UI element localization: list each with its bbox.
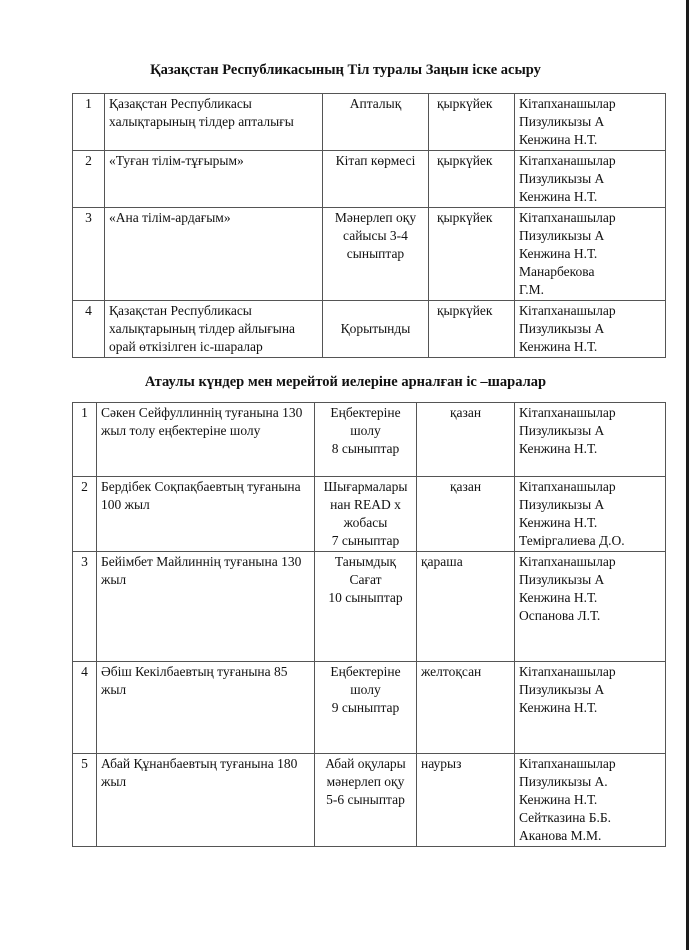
- event-name: Қазақстан Республикасы халықтарының тілдер айлығына орай өткізілген іс-шаралар: [105, 301, 323, 358]
- event-name: «Туған тілім-тұғырым»: [105, 151, 323, 208]
- responsible-line: Аканова М.М.: [519, 828, 602, 843]
- responsible-line: Кенжина Н.Т.: [519, 590, 598, 605]
- responsible-line: Пизуликызы А: [519, 228, 605, 243]
- anniversaries-table: [72, 402, 666, 847]
- language-law-table: [72, 93, 666, 358]
- responsible-line: Пизуликызы А.: [519, 774, 608, 789]
- responsible-line: Оспанова Л.Т.: [519, 608, 601, 623]
- row-number: 4: [73, 301, 105, 358]
- event-form: [315, 662, 417, 754]
- event-name: Қазақстан Республикасы халықтарының тілдер апталығы: [105, 94, 323, 151]
- responsible-line: Кітапханашылар: [519, 664, 616, 679]
- responsible-line: Кітапханашылар: [519, 554, 616, 569]
- table-row: [73, 301, 666, 358]
- responsible-line: Кенжина Н.Т.: [519, 792, 598, 807]
- table-row: [73, 552, 666, 662]
- responsible: [515, 403, 666, 477]
- form-line: жобасы: [343, 515, 388, 530]
- table-row: [73, 477, 666, 552]
- form-line: 9 сыныптар: [331, 700, 400, 715]
- responsible: [515, 552, 666, 662]
- table-row: [73, 94, 666, 151]
- responsible-line: Манарбекова: [519, 264, 595, 279]
- form-line: шолу: [350, 682, 381, 697]
- event-form: Мәнерлеп оқу сайысы 3-4 сыныптар: [323, 208, 429, 301]
- event-date: желтоқсан: [417, 662, 515, 754]
- event-date: қыркүйек: [429, 301, 515, 358]
- event-date: қазан: [417, 403, 515, 477]
- section-title-language-law: Қазақстан Республикасының Тіл туралы Заңын іске асыру: [150, 62, 541, 78]
- responsible-line: Кенжина Н.Т.: [519, 700, 598, 715]
- responsible-line: Кітапханашылар: [519, 479, 616, 494]
- form-line: шолу: [350, 423, 381, 438]
- event-date: қазан: [417, 477, 515, 552]
- responsible: [515, 151, 666, 208]
- form-line: Еңбектеріне: [330, 664, 401, 679]
- table-row: [73, 662, 666, 754]
- section-title-anniversaries: Атаулы күндер мен мерейтой иелеріне арналған іс –шаралар: [144, 374, 547, 390]
- responsible-line: Кітапханашылар: [519, 210, 616, 225]
- form-line: 8 сыныптар: [331, 441, 400, 456]
- event-form: [315, 403, 417, 477]
- responsible: [515, 208, 666, 301]
- event-form: Қорытынды: [323, 301, 429, 358]
- form-line: Сағат: [349, 572, 382, 587]
- responsible-line: Пизуликызы А: [519, 572, 605, 587]
- row-number: 5: [73, 754, 97, 847]
- responsible: [515, 754, 666, 847]
- responsible-line: Кенжина Н.Т.: [519, 189, 598, 204]
- table-row: [73, 208, 666, 301]
- event-name: Абай Құнанбаевтың туғанына 180 жыл: [97, 754, 315, 847]
- event-form: Кітап көрмесі: [323, 151, 429, 208]
- row-number: 1: [73, 403, 97, 477]
- responsible-line: Кітапханашылар: [519, 756, 616, 771]
- event-date: қараша: [417, 552, 515, 662]
- event-form: [315, 552, 417, 662]
- responsible: [515, 94, 666, 151]
- event-name: Сәкен Сейфуллиннің туғанына 130 жыл толу еңбектеріне шолу: [97, 403, 315, 477]
- responsible-line: Теміргалиева Д.О.: [519, 533, 625, 548]
- table-row: [73, 151, 666, 208]
- row-number: 2: [73, 477, 97, 552]
- event-name: Әбіш Кекілбаевтың туғанына 85 жыл: [97, 662, 315, 754]
- form-line: 10 сыныптар: [328, 590, 403, 605]
- row-number: 3: [73, 552, 97, 662]
- scan-edge-line: [686, 0, 689, 950]
- event-form: [315, 754, 417, 847]
- row-number: 3: [73, 208, 105, 301]
- responsible-line: Кенжина Н.Т.: [519, 441, 598, 456]
- responsible: [515, 301, 666, 358]
- event-name: «Ана тілім-ардағым»: [105, 208, 323, 301]
- responsible-line: Кітапханашылар: [519, 153, 616, 168]
- event-date: қыркүйек: [429, 151, 515, 208]
- responsible-line: Пизуликызы А: [519, 423, 605, 438]
- event-form: Апталық: [323, 94, 429, 151]
- form-line: 7 сыныптар: [331, 533, 400, 548]
- table-row: [73, 754, 666, 847]
- responsible-line: Кенжина Н.Т.: [519, 339, 598, 354]
- form-line: Шығармалары: [323, 479, 408, 494]
- responsible-line: Пизуликызы А: [519, 171, 605, 186]
- event-date: наурыз: [417, 754, 515, 847]
- responsible-line: Г.М.: [519, 282, 545, 297]
- row-number: 2: [73, 151, 105, 208]
- event-date: қыркүйек: [429, 208, 515, 301]
- responsible-line: Кенжина Н.Т.: [519, 246, 598, 261]
- row-number: 1: [73, 94, 105, 151]
- form-line: нан READ х: [330, 497, 401, 512]
- responsible-line: Кенжина Н.Т.: [519, 515, 598, 530]
- event-name: Бейімбет Майлиннің туғанына 130 жыл: [97, 552, 315, 662]
- form-line: мәнерлеп оқу: [326, 774, 405, 789]
- responsible-line: Кітапханашылар: [519, 96, 616, 111]
- table-row: [73, 403, 666, 477]
- responsible-line: Кітапханашылар: [519, 405, 616, 420]
- responsible-line: Пизуликызы А: [519, 114, 605, 129]
- event-name: Бердібек Соқпақбаевтың туғанына 100 жыл: [97, 477, 315, 552]
- responsible-line: Пизуликызы А: [519, 321, 605, 336]
- responsible: [515, 477, 666, 552]
- responsible-line: Сейтказина Б.Б.: [519, 810, 612, 825]
- event-form: [315, 477, 417, 552]
- responsible-line: Кенжина Н.Т.: [519, 132, 598, 147]
- form-line: 5-6 сыныптар: [326, 792, 405, 807]
- form-line: Абай оқулары: [325, 756, 406, 771]
- form-line: Еңбектеріне: [330, 405, 401, 420]
- responsible-line: Пизуликызы А: [519, 497, 605, 512]
- responsible-line: Кітапханашылар: [519, 303, 616, 318]
- responsible: [515, 662, 666, 754]
- responsible-line: Пизуликызы А: [519, 682, 605, 697]
- form-line: Танымдық: [334, 554, 397, 569]
- event-date: қыркүйек: [429, 94, 515, 151]
- row-number: 4: [73, 662, 97, 754]
